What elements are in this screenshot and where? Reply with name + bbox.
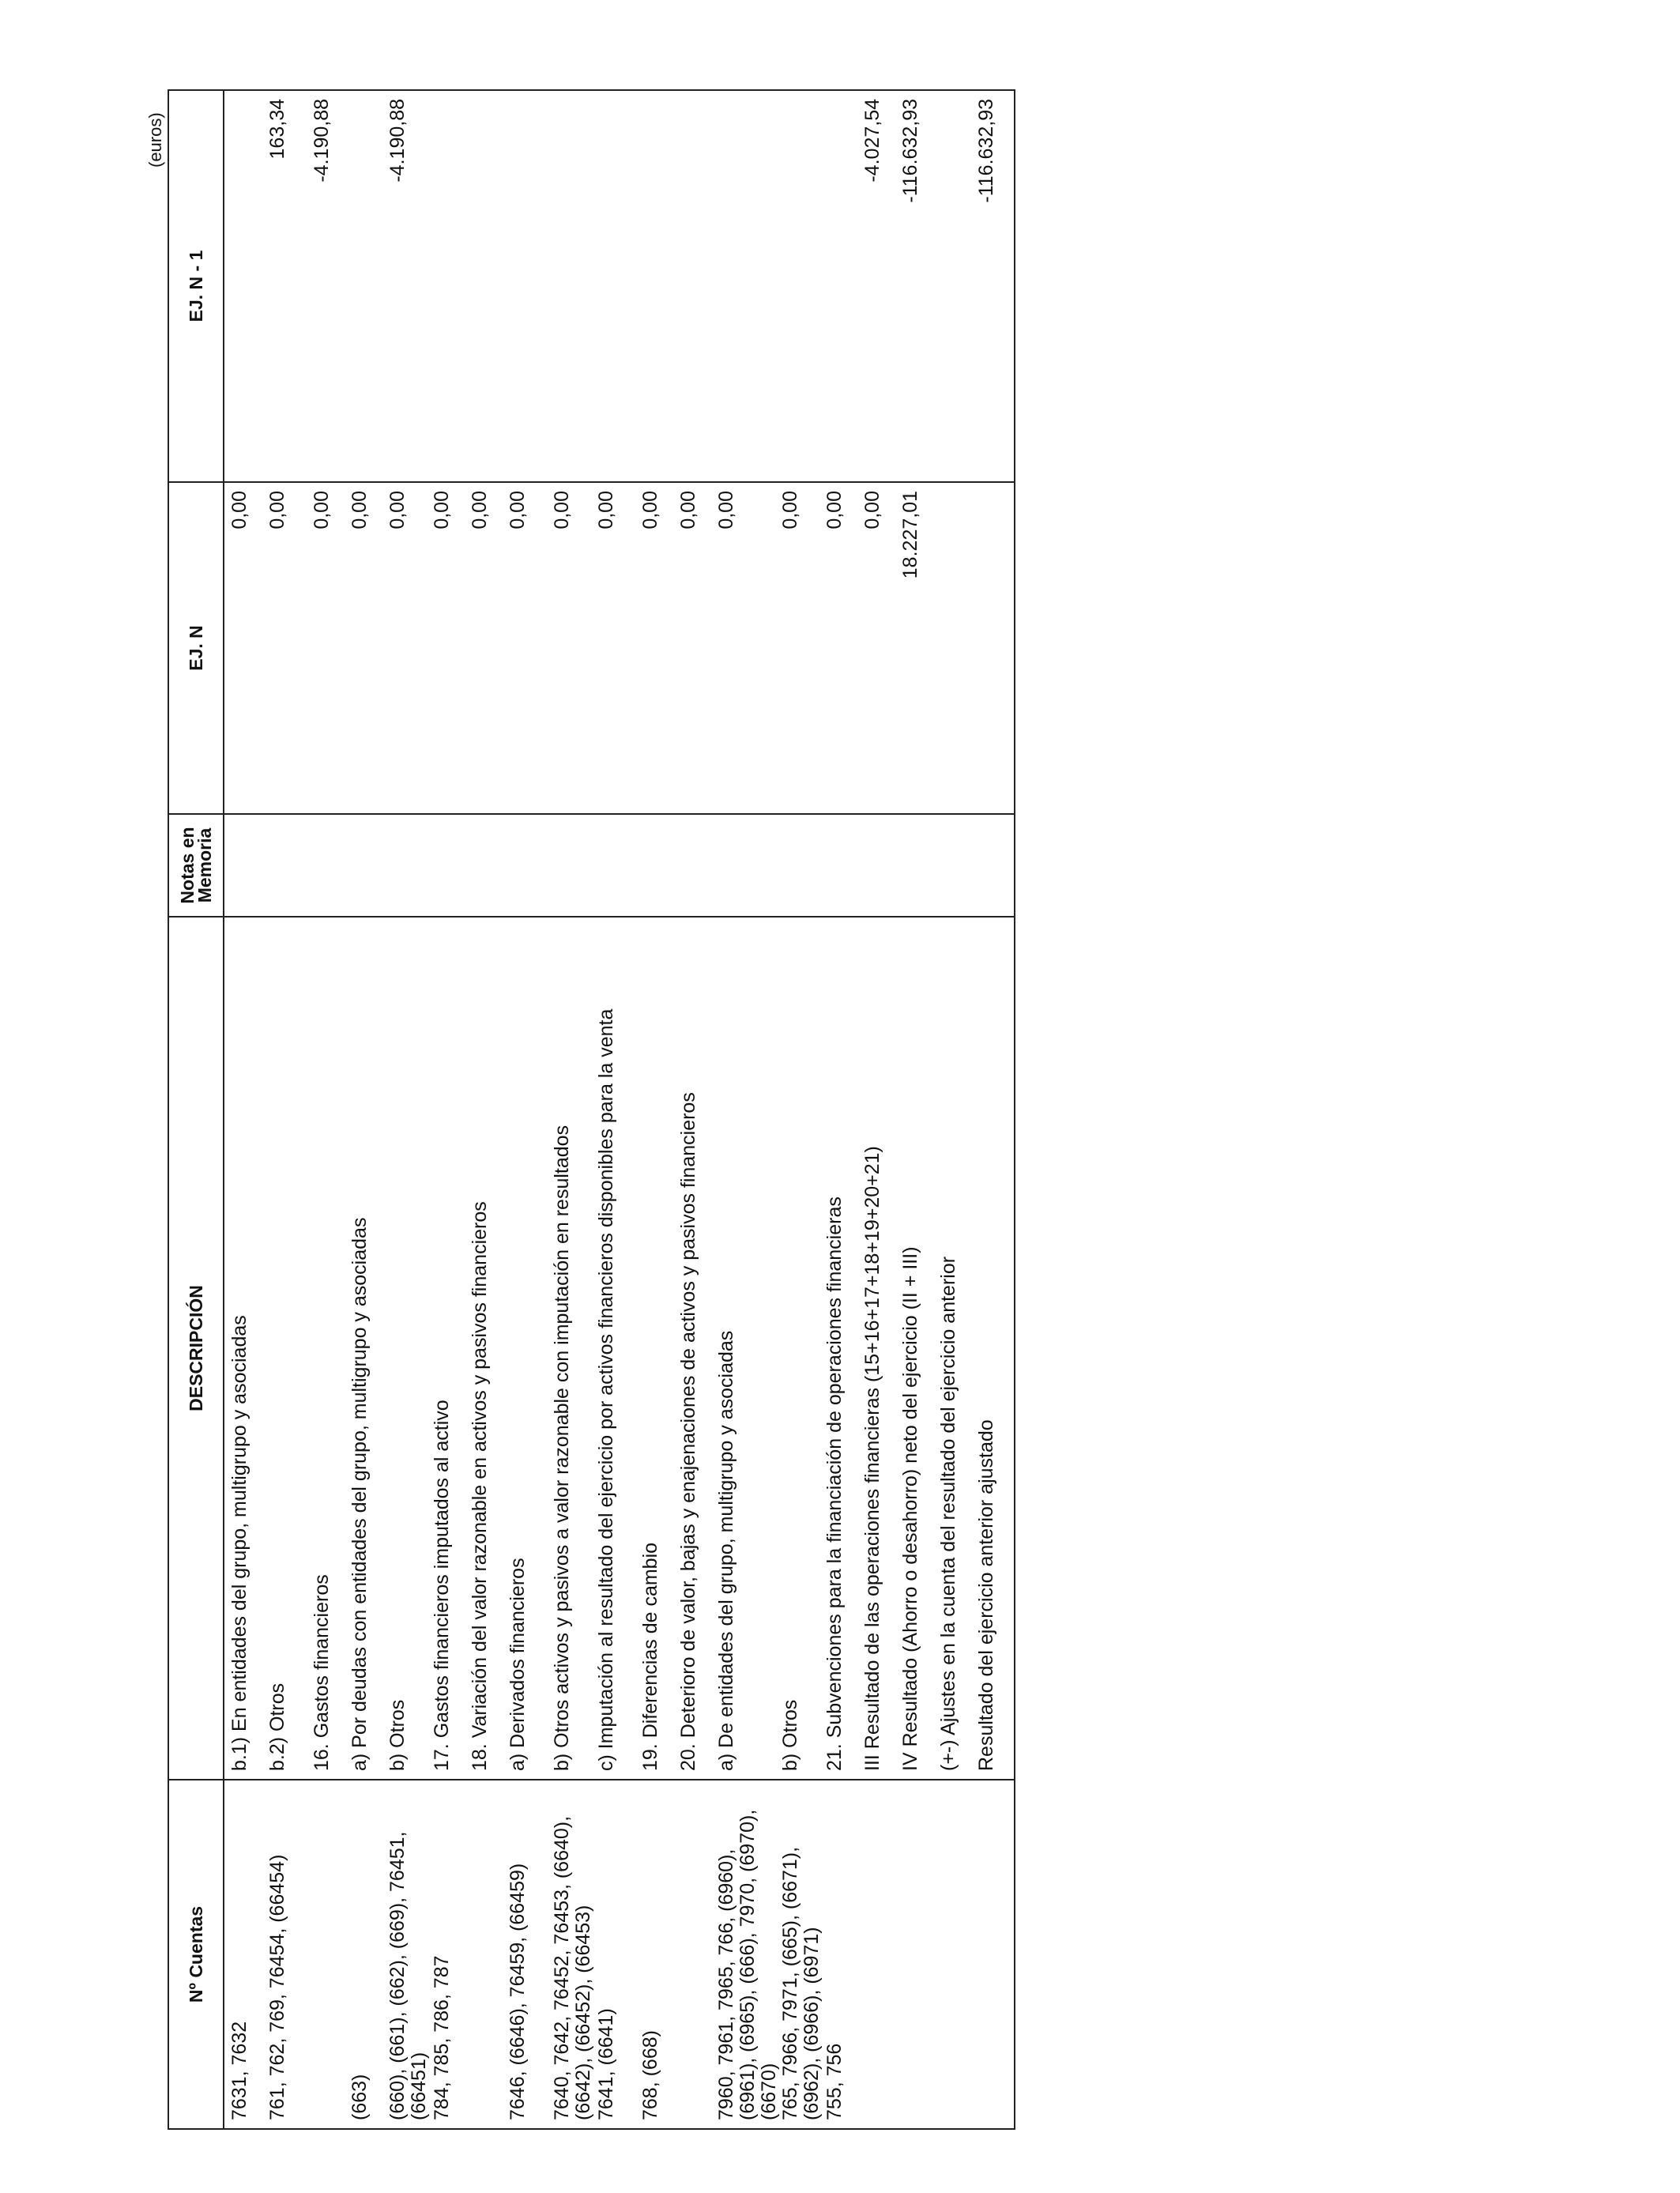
cell-notas	[552, 814, 596, 917]
table-row	[552, 90, 596, 2129]
table-row	[640, 90, 678, 2129]
cell-descripcion: (+-) Ajustes en la cuenta del resultado del ejercicio anterior	[938, 917, 976, 1780]
cell-descripcion: a) De entidades del grupo, multigrupo y asociadas	[716, 917, 780, 1780]
cell-ej-n	[976, 482, 1015, 814]
header-notas: Notas en Memoria	[168, 814, 224, 917]
cell-descripcion: 17. Gastos financieros imputados al activo	[431, 917, 469, 1780]
cell-ej-n1: -116.632,93	[900, 90, 938, 482]
cell-ej-n: 0,00	[596, 482, 640, 814]
cell-cuentas: 7960, 7961, 7965, 766, (6960), (6961), (6965), (666), 7970, (6970), (6670)	[716, 1780, 780, 2129]
cell-ej-n: 0,00	[224, 482, 267, 814]
cell-descripcion: 19. Diferencias de cambio	[640, 917, 678, 1780]
cell-ej-n1	[224, 90, 267, 482]
header-ej-n: EJ. N	[168, 482, 224, 814]
units-label: (euros)	[145, 112, 165, 168]
cell-cuentas: 784, 785, 786, 787	[431, 1780, 469, 2129]
cell-ej-n	[938, 482, 976, 814]
cell-ej-n: 0,00	[678, 482, 716, 814]
cell-descripcion: b) Otros activos y pasivos a valor razonable con imputación en resultados	[552, 917, 596, 1780]
cell-descripcion: 20. Deterioro de valor, bajas y enajenaciones de activos y pasivos financieros	[678, 917, 716, 1780]
cell-notas	[431, 814, 469, 917]
cell-ej-n1	[780, 90, 824, 482]
cell-cuentas	[469, 1780, 507, 2129]
cell-cuentas: 7646, (6646), 76459, (66459)	[507, 1780, 552, 2129]
cell-ej-n: 0,00	[862, 482, 900, 814]
cell-notas	[900, 814, 938, 917]
cell-cuentas	[678, 1780, 716, 2129]
cell-ej-n: 0,00	[387, 482, 431, 814]
cell-cuentas	[938, 1780, 976, 2129]
cell-ej-n: 18.227,01	[900, 482, 938, 814]
table-row	[938, 90, 976, 2129]
cell-ej-n1: -4.027,54	[862, 90, 900, 482]
cell-notas	[311, 814, 349, 917]
cell-cuentas	[900, 1780, 938, 2129]
cell-ej-n: 0,00	[716, 482, 780, 814]
table-row	[678, 90, 716, 2129]
cell-notas	[976, 814, 1015, 917]
cell-notas	[507, 814, 552, 917]
cell-ej-n1	[596, 90, 640, 482]
cell-descripcion: 16. Gastos financieros	[311, 917, 349, 1780]
cell-cuentas: (660), (661), (662), (669), 76451, (66451)	[387, 1780, 431, 2129]
cell-ej-n1	[507, 90, 552, 482]
cell-descripcion: 21. Subvenciones para la financiación de operaciones financieras	[824, 917, 862, 1780]
cell-ej-n: 0,00	[552, 482, 596, 814]
cell-notas	[469, 814, 507, 917]
cell-ej-n: 0,00	[780, 482, 824, 814]
cell-notas	[716, 814, 780, 917]
cell-notas	[938, 814, 976, 917]
cell-cuentas	[311, 1780, 349, 2129]
cell-cuentas	[862, 1780, 900, 2129]
cell-notas	[640, 814, 678, 917]
table-row	[311, 90, 349, 2129]
cell-descripcion: IV Resultado (Ahorro o desahorro) neto del ejercicio (II + III)	[900, 917, 938, 1780]
cell-ej-n: 0,00	[507, 482, 552, 814]
header-ej-n1: EJ. N - 1	[168, 90, 224, 482]
cell-ej-n1	[678, 90, 716, 482]
cell-ej-n: 0,00	[824, 482, 862, 814]
cell-descripcion: b) Otros	[780, 917, 824, 1780]
cell-cuentas: 7631, 7632	[224, 1780, 267, 2129]
cell-descripcion: b.1) En entidades del grupo, multigrupo y asociadas	[224, 917, 267, 1780]
cell-notas	[862, 814, 900, 917]
cell-notas	[224, 814, 267, 917]
cell-cuentas: 7640, 7642, 76452, 76453, (6640), (6642), (66452), (66453)	[552, 1780, 596, 2129]
header-descripcion: DESCRIPCIÓN	[168, 917, 224, 1780]
cell-descripcion: b) Otros	[387, 917, 431, 1780]
cell-cuentas: 765, 7966, 7971, (665), (6671), (6962), (6966), (6971)	[780, 1780, 824, 2129]
cell-cuentas: 755, 756	[824, 1780, 862, 2129]
table-row	[862, 90, 900, 2129]
cell-descripcion: Resultado del ejercicio anterior ajustado	[976, 917, 1015, 1780]
cell-cuentas: 7641, (6641)	[596, 1780, 640, 2129]
header-row	[168, 90, 224, 2129]
table-row	[900, 90, 938, 2129]
cell-ej-n: 0,00	[349, 482, 387, 814]
cell-ej-n: 0,00	[431, 482, 469, 814]
cell-ej-n: 0,00	[267, 482, 311, 814]
table-row	[267, 90, 311, 2129]
cell-descripcion: c) Imputación al resultado del ejercicio por activos financieros disponibles para la venta	[596, 917, 640, 1780]
table-row	[596, 90, 640, 2129]
table-row	[349, 90, 387, 2129]
cell-descripcion: b.2) Otros	[267, 917, 311, 1780]
cell-cuentas: (663)	[349, 1780, 387, 2129]
table-row	[224, 90, 267, 2129]
cell-ej-n1	[716, 90, 780, 482]
cell-ej-n1: 163,34	[267, 90, 311, 482]
cell-ej-n: 0,00	[640, 482, 678, 814]
table-row	[976, 90, 1015, 2129]
header-cuentas: Nº Cuentas	[168, 1780, 224, 2129]
cell-notas	[780, 814, 824, 917]
cell-ej-n1: -4.190,88	[311, 90, 349, 482]
table-row	[780, 90, 824, 2129]
table-row	[469, 90, 507, 2129]
table-row	[507, 90, 552, 2129]
cell-descripcion: III Resultado de las operaciones financieras (15+16+17+18+19+20+21)	[862, 917, 900, 1780]
cell-ej-n1: -116.632,93	[976, 90, 1015, 482]
cell-ej-n1	[431, 90, 469, 482]
cell-ej-n: 0,00	[469, 482, 507, 814]
cell-ej-n1	[552, 90, 596, 482]
table-row	[716, 90, 780, 2129]
cell-descripcion: 18. Variación del valor razonable en activos y pasivos financieros	[469, 917, 507, 1780]
table-row	[824, 90, 862, 2129]
cell-notas	[678, 814, 716, 917]
cell-notas	[349, 814, 387, 917]
cell-cuentas	[976, 1780, 1015, 2129]
income-statement-table	[168, 89, 1015, 2130]
cell-notas	[596, 814, 640, 917]
cell-ej-n1	[938, 90, 976, 482]
cell-cuentas: 761, 762, 769, 76454, (66454)	[267, 1780, 311, 2129]
cell-ej-n1: -4.190,88	[387, 90, 431, 482]
cell-ej-n1	[469, 90, 507, 482]
cell-ej-n1	[349, 90, 387, 482]
table-row	[431, 90, 469, 2129]
cell-notas	[267, 814, 311, 917]
table-body	[224, 90, 1015, 2129]
cell-ej-n1	[640, 90, 678, 482]
cell-notas	[824, 814, 862, 917]
cell-cuentas: 768, (668)	[640, 1780, 678, 2129]
cell-ej-n: 0,00	[311, 482, 349, 814]
cell-descripcion: a) Derivados financieros	[507, 917, 552, 1780]
cell-descripcion: a) Por deudas con entidades del grupo, multigrupo y asociadas	[349, 917, 387, 1780]
cell-notas	[387, 814, 431, 917]
cell-ej-n1	[824, 90, 862, 482]
table-row	[387, 90, 431, 2129]
